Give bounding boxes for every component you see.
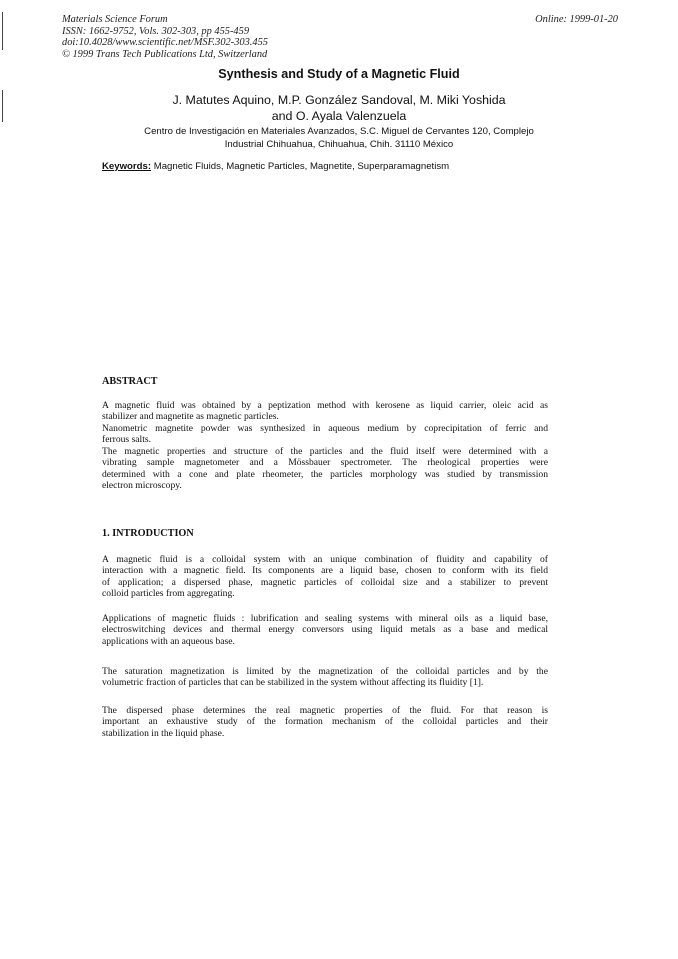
online-date: Online: 1999-01-20 xyxy=(535,14,618,25)
text-line: volumetric fraction of particles that can be stabilized in the system without affecting its fluidity [1]. xyxy=(102,677,484,689)
text-line: applications with an aqueous base. xyxy=(102,635,235,647)
text-line: stabilizer and magnetite as magnetic particles. xyxy=(102,411,279,423)
text-line: important an exhaustive study of the formation mechanism of the colloidal particles and their xyxy=(102,716,548,728)
introduction-paragraph xyxy=(102,705,548,739)
author-list xyxy=(0,92,678,124)
text-line: electron microscopy. xyxy=(102,480,182,492)
affiliation-line: Industrial Chihuahua, Chihuahua, Chih. 31110 México xyxy=(224,138,454,150)
affiliation-line: Centro de Investigación en Materiales Avanzados, S.C. Miguel de Cervantes 120, Complejo xyxy=(144,126,534,137)
introduction-paragraph xyxy=(102,554,548,600)
text-line: Nanometric magnetite powder was synthesized in aqueous medium by coprecipitation of ferric and xyxy=(102,423,548,434)
journal-issn: ISSN: 1662-9752, Vols. 302-303, pp 455-459 xyxy=(62,25,250,37)
author-line: and O. Ayala Valenzuela xyxy=(271,109,407,123)
text-line: The dispersed phase determines the real magnetic properties of the fluid. For that reason is xyxy=(102,705,548,716)
introduction-heading: 1. INTRODUCTION xyxy=(102,528,194,539)
abstract-paragraph xyxy=(102,400,548,423)
introduction-paragraph xyxy=(102,613,548,647)
text-line: A magnetic fluid is a colloidal system with an unique combination of fluidity and capability of xyxy=(102,554,548,565)
journal-doi: doi:10.4028/www.scientific.net/MSF.302-303.455 xyxy=(62,37,268,49)
paper-title: Synthesis and Study of a Magnetic Fluid xyxy=(218,67,460,81)
text-line: vibrating sample magnetometer and a Mössbauer spectrometer. The rheological properties were xyxy=(102,457,548,469)
text-line: interaction with a magnetic field. Its components are a liquid base, chosen to conform with its field xyxy=(102,565,548,577)
text-line: determined with a cone and plate rheometer, the particles morphology was studied by transmission xyxy=(102,468,548,480)
text-line: colloid particles from aggregating. xyxy=(102,588,235,600)
text-line: electroswitching devices and thermal energy conversors using liquid metals as a base and medical xyxy=(102,624,548,636)
text-line: A magnetic fluid was obtained by a peptization method with kerosene as liquid carrier, oleic acid as xyxy=(102,400,548,411)
abstract-paragraph xyxy=(102,423,548,446)
journal-name: Materials Science Forum xyxy=(62,14,168,25)
introduction-paragraph xyxy=(102,666,548,689)
text-line: The saturation magnetization is limited by the magnetization of the colloidal particles and by the xyxy=(102,666,548,677)
keywords-text: Magnetic Fluids, Magnetic Particles, Magnetite, Superparamagnetism xyxy=(153,161,450,172)
text-line: The magnetic properties and structure of the particles and the fluid itself were determined with a xyxy=(102,446,548,457)
affiliation xyxy=(0,126,678,151)
keywords-label: Keywords: xyxy=(102,161,152,172)
keywords xyxy=(102,161,449,172)
text-line: of application; a dispersed phase, magnetic particles of colloidal size and a stabilizer to prevent xyxy=(102,576,548,588)
abstract-heading: ABSTRACT xyxy=(102,376,158,387)
journal-info xyxy=(62,14,268,60)
journal-copyright: © 1999 Trans Tech Publications Ltd, Switzerland xyxy=(62,48,268,60)
scan-margin-line xyxy=(2,12,3,50)
text-line: stabilization in the liquid phase. xyxy=(102,727,225,739)
author-line: J. Matutes Aquino, M.P. González Sandoval, M. Miki Yoshida xyxy=(172,93,506,107)
abstract-paragraph xyxy=(102,446,548,492)
text-line: ferrous salts. xyxy=(102,434,152,446)
text-line: Applications of magnetic fluids : lubrification and sealing systems with mineral oils as a liquid base, xyxy=(102,613,548,624)
